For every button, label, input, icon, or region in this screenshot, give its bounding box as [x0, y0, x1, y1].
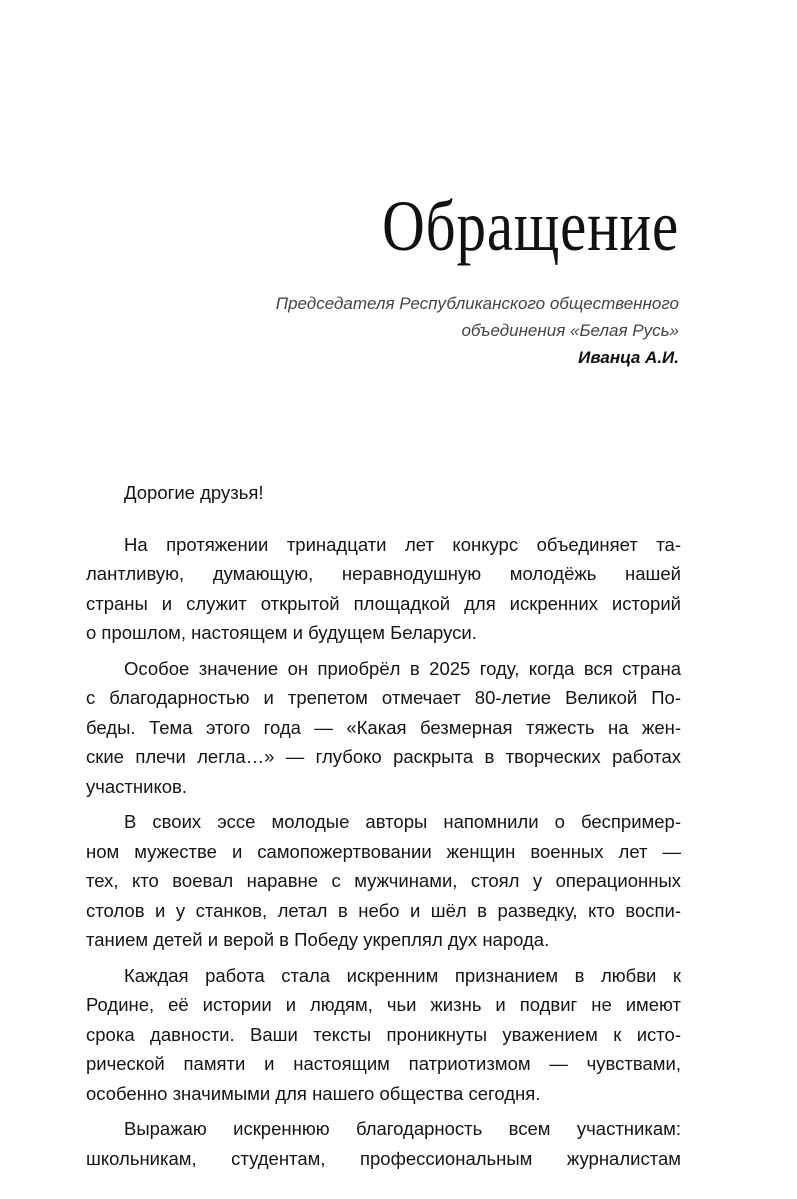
- text-line: лантливую, думающую, неравнодушную молодёжь нашей: [86, 563, 681, 584]
- text-line: Выражаю искреннюю благодарность всем участникам:: [124, 1118, 681, 1139]
- paragraph-3: [86, 807, 681, 955]
- attribution-author: Иванца А.И.: [578, 348, 679, 367]
- text-line: Особое значение он приобрёл в 2025 году, когда вся страна: [124, 657, 681, 679]
- text-line: танием детей и верой в Победу укреплял дух народа.: [86, 929, 550, 950]
- text-line: тех, кто воевал наравне с мужчинами, стоял у операционных: [86, 870, 681, 891]
- paragraph-2: [86, 654, 681, 802]
- text-line: ном мужестве и самопожертвовании женщин военных лет —: [86, 840, 681, 862]
- paragraph-1: [86, 530, 681, 648]
- letter-body: [86, 478, 681, 1179]
- text-line: о прошлом, настоящем и будущем Беларуси.: [86, 622, 477, 643]
- text-line: рической памяти и настоящим патриотизмом — чувствами,: [86, 1053, 681, 1074]
- text-line: особенно значимыми для нашего общества сегодня.: [86, 1082, 541, 1104]
- page-title: Обращение: [382, 186, 679, 266]
- attribution-line-1: Председателя Республиканского общественного: [275, 294, 679, 313]
- text-line: страны и служит открытой площадкой для искренних историй: [86, 592, 681, 614]
- paragraph-4: [86, 961, 681, 1109]
- text-line: ские плечи легла…» — глубоко раскрыта в творческих работах: [86, 746, 681, 767]
- text-line: Родине, её истории и людям, чьи жизнь и подвиг не имеют: [86, 994, 681, 1015]
- text-line: В своих эссе молодые авторы напомнили о беспример-: [124, 811, 681, 832]
- text-line: участников.: [86, 775, 188, 797]
- text-line: Каждая работа стала искренним признанием в любви к: [124, 964, 681, 986]
- text-line: срока давности. Ваши тексты проникнуты уважением к исто-: [86, 1023, 681, 1045]
- text-line: столов и у станков, летал в небо и шёл в разведку, кто воспи-: [86, 899, 681, 921]
- text-line: с благодарностью и трепетом отмечает 80-летие Великой По-: [86, 687, 681, 708]
- text-line: школьникам, студентам, профессиональным журналистам: [86, 1147, 681, 1169]
- paragraph-5: [86, 1114, 681, 1173]
- attribution-line-2: объединения «Белая Русь»: [461, 321, 679, 340]
- greeting: Дорогие друзья!: [124, 482, 264, 503]
- text-line: беды. Тема этого года — «Какая безмерная тяжесть на жен-: [86, 716, 681, 738]
- attribution-position: [119, 290, 679, 344]
- text-line: На протяжении тринадцати лет конкурс объединяет та-: [124, 533, 681, 555]
